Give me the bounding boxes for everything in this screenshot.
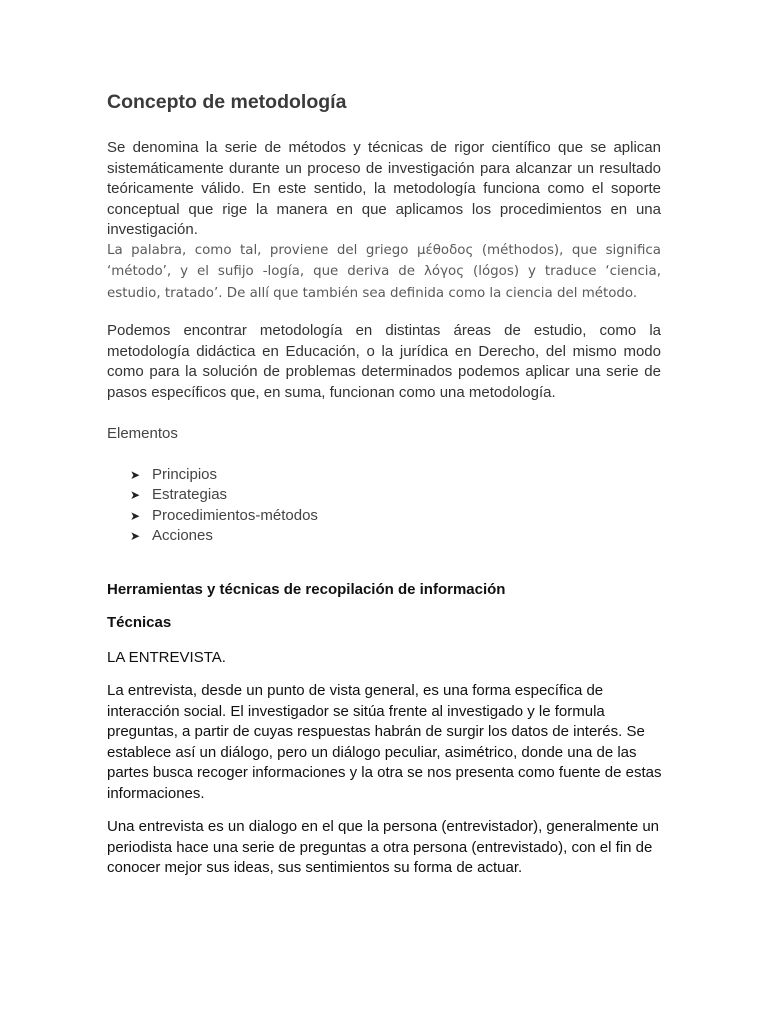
list-item-label: Principios bbox=[152, 466, 218, 483]
subsection-heading: Técnicas bbox=[107, 614, 172, 631]
intro-paragraph: Se denomina la serie de métodos y técnicas de rigor científico que se aplican sistemáticamente durante un proceso de investigación para alcanzar un resultado teóricamente válido. En este sentido, la metodología funciona como el soporte conceptual que rige la manera en que aplicamos los procedimientos en una investigación. bbox=[107, 139, 661, 239]
arrow-bullet-icon: ➤ bbox=[130, 529, 141, 544]
arrow-bullet-icon: ➤ bbox=[130, 468, 141, 482]
list-item bbox=[130, 526, 318, 546]
list-item-label: Acciones bbox=[152, 527, 213, 545]
entrevista-heading: LA ENTREVISTA. bbox=[107, 649, 226, 666]
arrow-bullet-icon: ➤ bbox=[130, 508, 141, 523]
section-heading: Herramientas y técnicas de recopilación de información bbox=[107, 581, 506, 598]
list-item-label: Estrategias bbox=[152, 486, 228, 504]
areas-paragraph: Podemos encontrar metodología en distintas áreas de estudio, como la metodología didáctica en Educación, o la jurídica en Derecho, del mismo modo como para la solución de problemas determinados podemos aplicar una serie de pasos específicos que, en suma, funcionan como una metodología. bbox=[107, 322, 661, 401]
list-item bbox=[130, 465, 318, 485]
page-title: Concepto de metodología bbox=[107, 91, 347, 113]
elements-label: Elementos bbox=[107, 425, 178, 442]
entrevista-paragraph-2: Una entrevista es un dialogo en el que la persona (entrevistador), generalmente un periodista hace una serie de preguntas a otra persona (entrevistado), con el fin de conocer mejor sus ideas, sus sentimientos su forma de actuar. bbox=[107, 818, 660, 877]
list-item-label: Procedimientos-métodos bbox=[152, 506, 318, 524]
entrevista-paragraph-1: La entrevista, desde un punto de vista general, es una forma específica de interacción social. El investigador se sitúa frente al investigado y le formula preguntas, a partir de cuyas respuestas habrán de surgir los datos de interés. Se establece así un diálogo, pero un diálogo peculiar, asimétrico, donde una de las partes busca recoger informaciones y la otra se nos presenta como fuente de estas informaciones. bbox=[107, 682, 662, 802]
elements-list bbox=[130, 465, 318, 547]
list-item bbox=[130, 506, 318, 526]
etymology-paragraph: La palabra, como tal, proviene del griego μέθοδος (méthodos), que significa ‘método’, y el sufijo -logía, que deriva de λόγος (lógos) y traduce ‘ciencia, estudio, tratado’. De allí que también sea definida como la ciencia del método. bbox=[107, 243, 661, 301]
list-item bbox=[130, 485, 318, 505]
arrow-bullet-icon: ➤ bbox=[130, 488, 141, 503]
